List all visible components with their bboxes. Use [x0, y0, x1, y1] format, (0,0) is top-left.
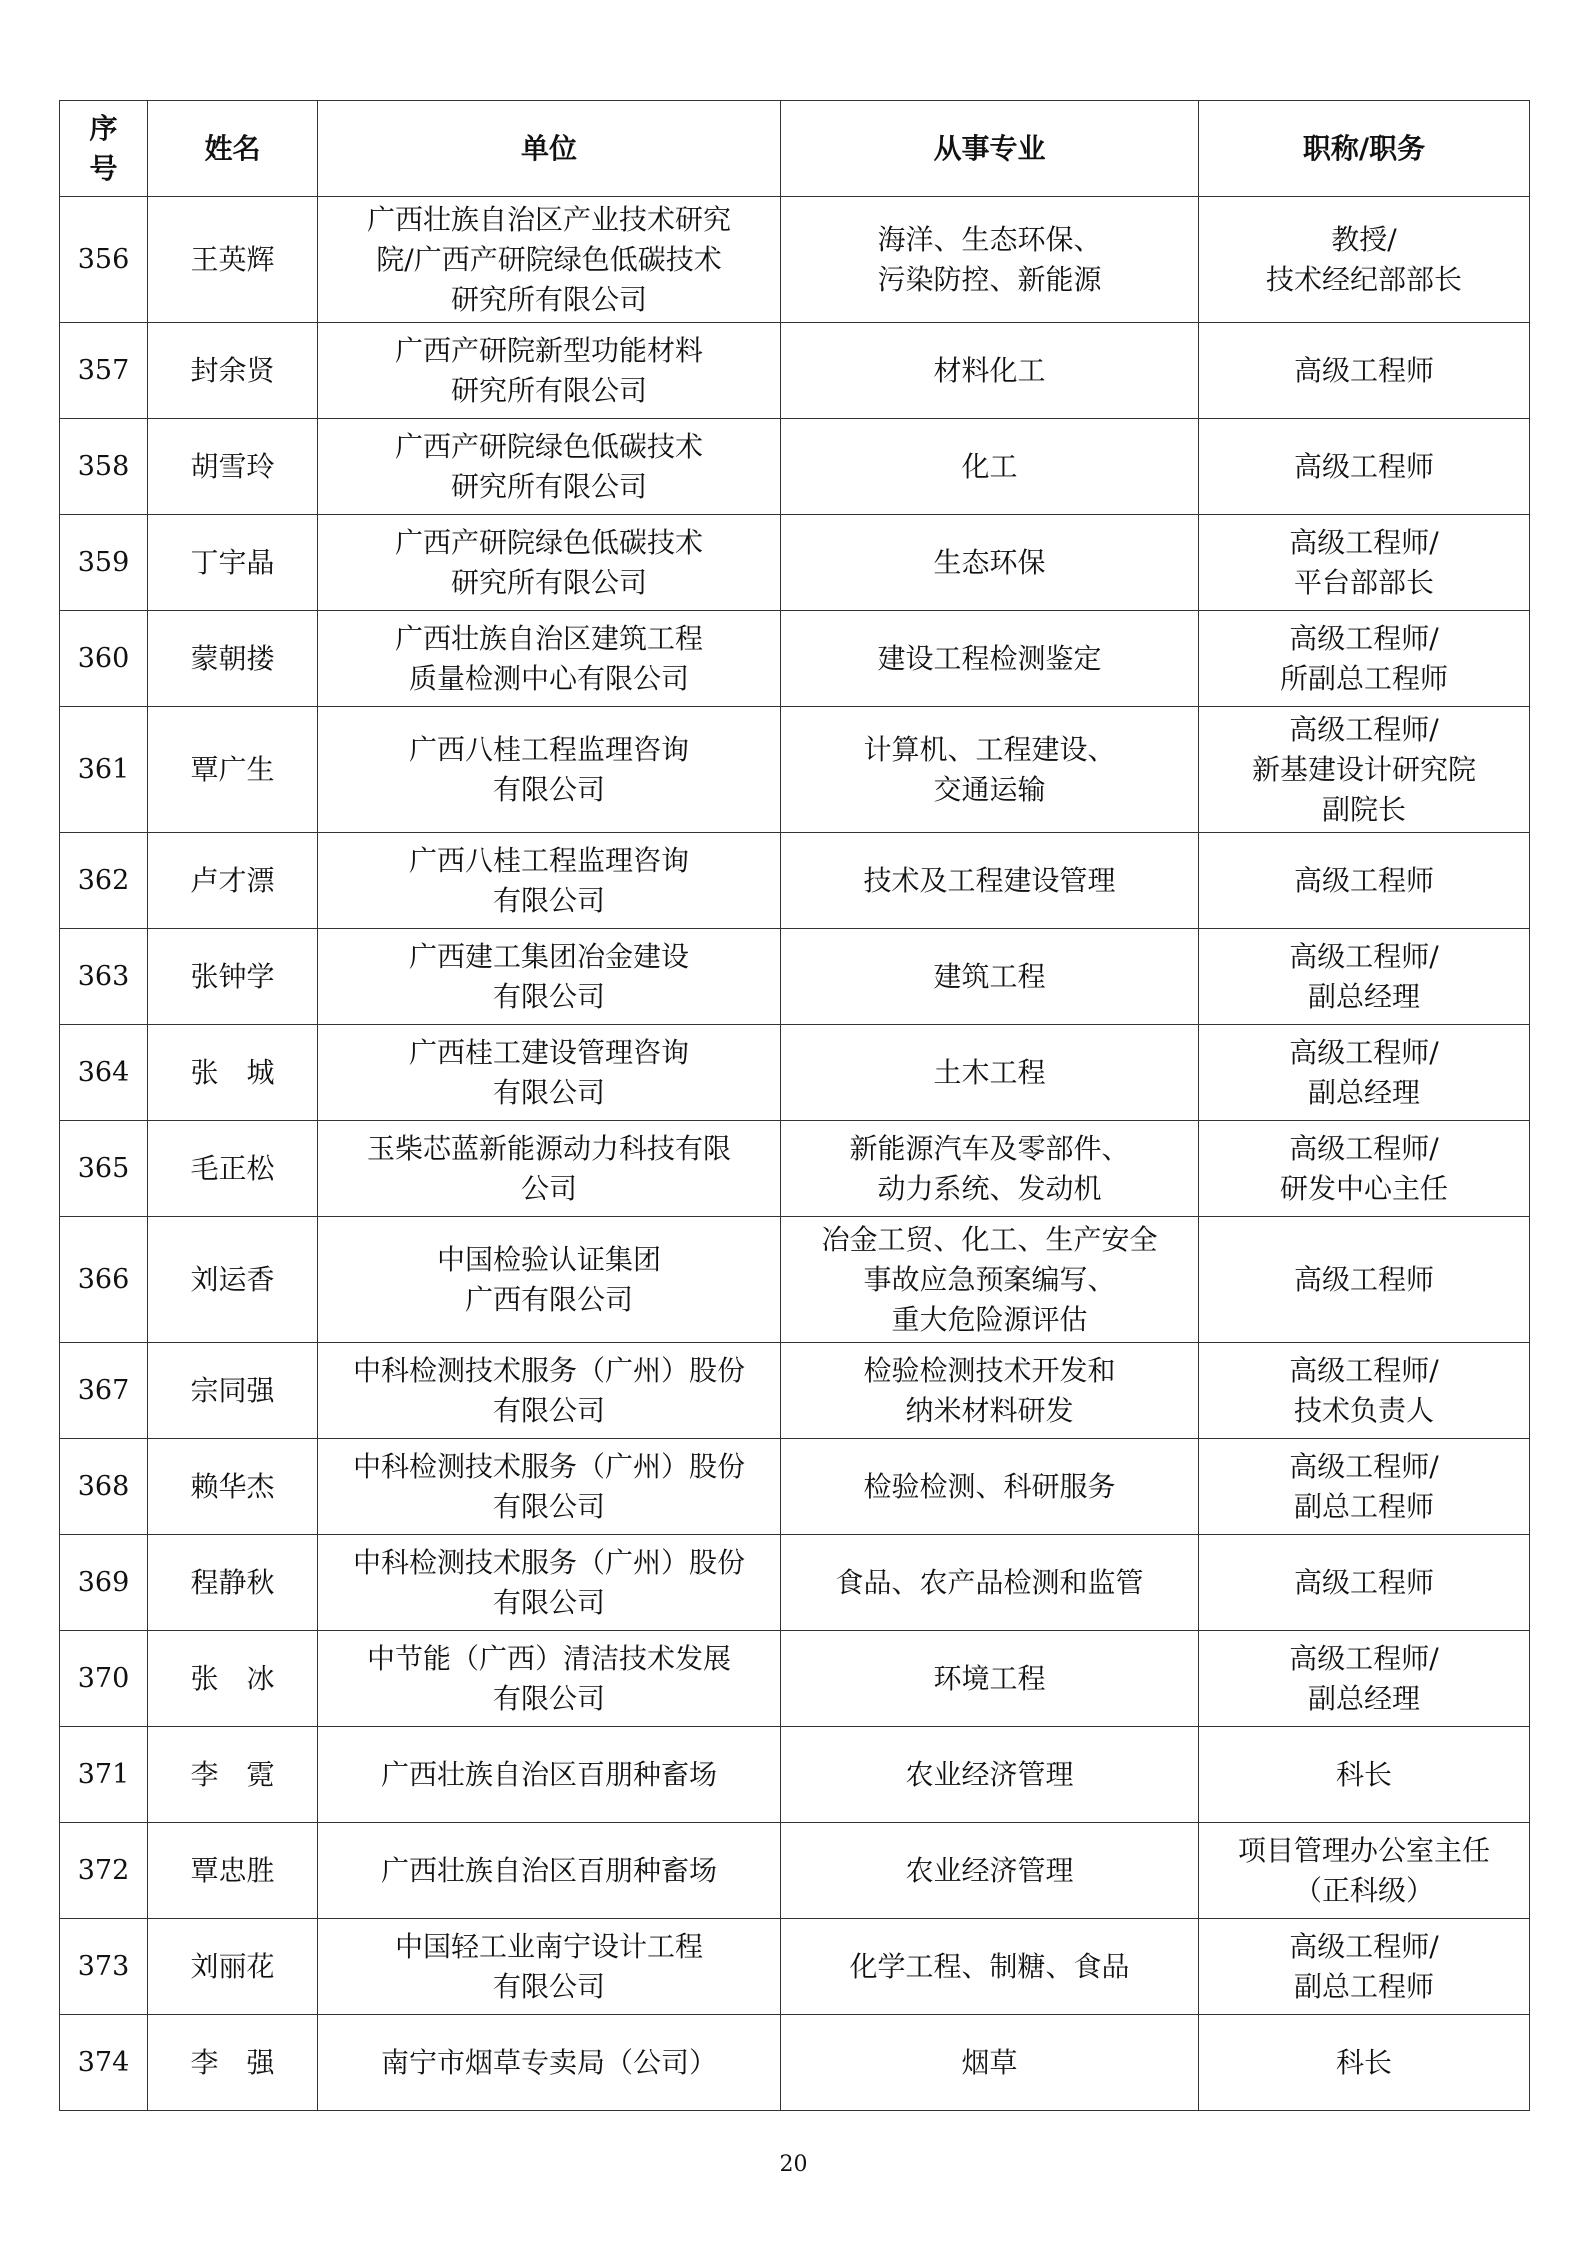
cell-title-line: 教授/	[1331, 222, 1397, 256]
cell-seq: 360	[60, 611, 148, 707]
cell-major-line: 重大危险源评估	[891, 1302, 1088, 1336]
cell-seq: 361	[60, 707, 148, 833]
cell-unit-line: 广西壮族自治区产业技术研究	[366, 202, 731, 236]
cell-major-line: 交通运输	[933, 772, 1046, 806]
cell-title-line: 副院长	[1321, 792, 1406, 826]
table-row	[60, 1217, 1530, 1343]
cell-unit	[318, 1823, 781, 1919]
cell-major	[781, 833, 1199, 929]
cell-title	[1199, 1343, 1530, 1439]
cell-title-line: 高级工程师/	[1289, 525, 1439, 559]
cell-unit	[318, 1343, 781, 1439]
cell-unit-line: 有限公司	[492, 1489, 605, 1523]
cell-major	[781, 1217, 1199, 1343]
cell-major	[781, 707, 1199, 833]
cell-name: 赖华杰	[148, 1439, 318, 1535]
cell-major-line: 冶金工贸、化工、生产安全	[821, 1222, 1158, 1256]
table-row	[60, 1919, 1530, 2015]
cell-seq: 369	[60, 1535, 148, 1631]
cell-title-line: 高级工程师/	[1289, 1035, 1439, 1069]
cell-title-line: 副总经理	[1307, 1075, 1420, 1109]
cell-unit-line: 中科检测技术服务（广州）股份	[352, 1449, 745, 1483]
cell-seq: 357	[60, 323, 148, 419]
cell-title-line: 副总经理	[1307, 979, 1420, 1013]
cell-title	[1199, 1439, 1530, 1535]
cell-seq: 362	[60, 833, 148, 929]
table-row	[60, 323, 1530, 419]
cell-major-line: 烟草	[961, 2045, 1018, 2079]
cell-major-line: 检验检测技术开发和	[863, 1353, 1116, 1387]
cell-major-line: 农业经济管理	[905, 1853, 1074, 1887]
cell-unit-line: 广西产研院绿色低碳技术	[394, 429, 703, 463]
cell-name: 刘运香	[148, 1217, 318, 1343]
cell-unit	[318, 1919, 781, 2015]
cell-major	[781, 929, 1199, 1025]
cell-unit-line: 广西产研院新型功能材料	[394, 333, 703, 367]
cell-title	[1199, 2015, 1530, 2111]
cell-unit-line: 质量检测中心有限公司	[408, 661, 689, 695]
cell-major-line: 事故应急预案编写、	[863, 1262, 1116, 1296]
cell-major-line: 生态环保	[933, 545, 1046, 579]
cell-unit-line: 南宁市烟草专卖局（公司）	[380, 2045, 717, 2079]
cell-major-line: 农业经济管理	[905, 1757, 1074, 1791]
cell-title	[1199, 1823, 1530, 1919]
cell-seq: 356	[60, 197, 148, 323]
cell-unit-line: 有限公司	[492, 772, 605, 806]
cell-unit-line: 中科检测技术服务（广州）股份	[352, 1353, 745, 1387]
cell-seq: 372	[60, 1823, 148, 1919]
cell-title-line: 高级工程师/	[1289, 712, 1439, 746]
cell-seq: 373	[60, 1919, 148, 2015]
cell-seq: 366	[60, 1217, 148, 1343]
cell-title-line: 高级工程师/	[1289, 1449, 1439, 1483]
cell-name: 李 霓	[148, 1727, 318, 1823]
cell-title-line: 技术负责人	[1293, 1393, 1434, 1427]
cell-title	[1199, 419, 1530, 515]
cell-unit	[318, 1439, 781, 1535]
cell-title-line: 高级工程师/	[1289, 1131, 1439, 1165]
cell-unit-line: 研究所有限公司	[450, 373, 647, 407]
cell-unit-line: 广西建工集团冶金建设	[408, 939, 689, 973]
table-row	[60, 1439, 1530, 1535]
cell-major	[781, 1823, 1199, 1919]
cell-unit-line: 公司	[520, 1171, 577, 1205]
table-row	[60, 707, 1530, 833]
cell-title	[1199, 833, 1530, 929]
cell-major	[781, 1919, 1199, 2015]
cell-title-line: 高级工程师	[1293, 353, 1434, 387]
cell-major-line: 新能源汽车及零部件、	[849, 1131, 1130, 1165]
cell-unit-line: 广西八桂工程监理咨询	[408, 843, 689, 877]
cell-unit-line: 中国检验认证集团	[436, 1242, 661, 1276]
cell-unit	[318, 1025, 781, 1121]
cell-title	[1199, 1121, 1530, 1217]
cell-title	[1199, 515, 1530, 611]
cell-title	[1199, 197, 1530, 323]
cell-title-line: 所副总工程师	[1279, 661, 1448, 695]
table-row	[60, 1631, 1530, 1727]
cell-title	[1199, 1919, 1530, 2015]
cell-title	[1199, 611, 1530, 707]
cell-title-line: （正科级）	[1293, 1873, 1434, 1907]
table-row	[60, 611, 1530, 707]
table-row	[60, 419, 1530, 515]
cell-seq: 370	[60, 1631, 148, 1727]
cell-major	[781, 1439, 1199, 1535]
cell-name: 毛正松	[148, 1121, 318, 1217]
cell-title	[1199, 323, 1530, 419]
cell-name: 覃忠胜	[148, 1823, 318, 1919]
cell-unit-line: 中科检测技术服务（广州）股份	[352, 1545, 745, 1579]
cell-name: 胡雪玲	[148, 419, 318, 515]
header-title: 职称/职务	[1199, 101, 1530, 197]
cell-seq: 365	[60, 1121, 148, 1217]
cell-title	[1199, 1727, 1530, 1823]
cell-seq: 363	[60, 929, 148, 1025]
cell-name: 封余贤	[148, 323, 318, 419]
cell-unit-line: 有限公司	[492, 883, 605, 917]
table-body	[60, 197, 1530, 2111]
cell-seq: 367	[60, 1343, 148, 1439]
cell-unit	[318, 1631, 781, 1727]
cell-major	[781, 2015, 1199, 2111]
cell-seq: 368	[60, 1439, 148, 1535]
cell-title-line: 高级工程师/	[1289, 939, 1439, 973]
cell-unit	[318, 197, 781, 323]
cell-major	[781, 1631, 1199, 1727]
cell-unit-line: 广西有限公司	[464, 1282, 633, 1316]
table-header-row	[60, 101, 1530, 197]
cell-unit-line: 有限公司	[492, 1393, 605, 1427]
cell-name: 丁宇晶	[148, 515, 318, 611]
cell-major-line: 计算机、工程建设、	[863, 732, 1116, 766]
cell-title-line: 高级工程师/	[1289, 1353, 1439, 1387]
cell-unit-line: 院/广西产研院绿色低碳技术	[376, 242, 722, 276]
cell-unit	[318, 833, 781, 929]
cell-title	[1199, 1217, 1530, 1343]
cell-major-line: 纳米材料研发	[905, 1393, 1074, 1427]
cell-major	[781, 323, 1199, 419]
cell-major-line: 材料化工	[933, 353, 1046, 387]
cell-unit	[318, 323, 781, 419]
cell-seq: 374	[60, 2015, 148, 2111]
cell-unit	[318, 1535, 781, 1631]
cell-major-line: 化学工程、制糖、食品	[849, 1949, 1130, 1983]
cell-unit-line: 有限公司	[492, 979, 605, 1013]
cell-major-line: 化工	[961, 449, 1018, 483]
table-row	[60, 833, 1530, 929]
cell-major-line: 海洋、生态环保、	[877, 222, 1102, 256]
cell-unit	[318, 707, 781, 833]
cell-unit-line: 有限公司	[492, 1681, 605, 1715]
table-row	[60, 515, 1530, 611]
cell-major	[781, 1727, 1199, 1823]
cell-major-line: 技术及工程建设管理	[863, 863, 1116, 897]
cell-unit-line: 有限公司	[492, 1969, 605, 2003]
cell-major	[781, 1121, 1199, 1217]
cell-unit-line: 研究所有限公司	[450, 469, 647, 503]
cell-name: 李 强	[148, 2015, 318, 2111]
table-row	[60, 197, 1530, 323]
cell-title	[1199, 1025, 1530, 1121]
cell-unit-line: 广西桂工建设管理咨询	[408, 1035, 689, 1069]
table-row	[60, 929, 1530, 1025]
page-number: 20	[779, 2152, 808, 2177]
table-row	[60, 1823, 1530, 1919]
cell-title-line: 高级工程师	[1293, 863, 1434, 897]
cell-major	[781, 419, 1199, 515]
cell-title-line: 高级工程师	[1293, 1565, 1434, 1599]
cell-major-line: 建设工程检测鉴定	[877, 641, 1102, 675]
cell-seq: 359	[60, 515, 148, 611]
cell-unit	[318, 1121, 781, 1217]
table-row	[60, 2015, 1530, 2111]
cell-major-line: 食品、农产品检测和监管	[835, 1565, 1144, 1599]
cell-title-line: 副总工程师	[1293, 1489, 1434, 1523]
cell-title-line: 副总经理	[1307, 1681, 1420, 1715]
cell-title-line: 科长	[1335, 1757, 1392, 1791]
cell-name: 程静秋	[148, 1535, 318, 1631]
cell-unit-line: 广西壮族自治区建筑工程	[394, 621, 703, 655]
cell-unit-line: 有限公司	[492, 1585, 605, 1619]
cell-major-line: 污染防控、新能源	[877, 262, 1102, 296]
cell-unit	[318, 929, 781, 1025]
cell-major-line: 动力系统、发动机	[877, 1171, 1102, 1205]
cell-name: 卢才漂	[148, 833, 318, 929]
cell-name: 王英辉	[148, 197, 318, 323]
cell-name: 蒙朝搂	[148, 611, 318, 707]
cell-unit-line: 广西壮族自治区百朋种畜场	[380, 1757, 717, 1791]
cell-major	[781, 611, 1199, 707]
cell-major	[781, 1343, 1199, 1439]
cell-major	[781, 515, 1199, 611]
cell-major-line: 建筑工程	[933, 959, 1046, 993]
cell-title-line: 研发中心主任	[1279, 1171, 1448, 1205]
cell-unit	[318, 515, 781, 611]
header-unit: 单位	[318, 101, 781, 197]
cell-unit-line: 广西产研院绿色低碳技术	[394, 525, 703, 559]
cell-title	[1199, 929, 1530, 1025]
header-seq: 序 号	[60, 101, 148, 197]
cell-unit	[318, 611, 781, 707]
cell-title-line: 技术经纪部部长	[1265, 262, 1462, 296]
table-row	[60, 1535, 1530, 1631]
cell-unit-line: 研究所有限公司	[450, 282, 647, 316]
header-name: 姓名	[148, 101, 318, 197]
cell-title-line: 副总工程师	[1293, 1969, 1434, 2003]
cell-unit-line: 中国轻工业南宁设计工程	[394, 1929, 703, 1963]
cell-major-line: 检验检测、科研服务	[863, 1469, 1116, 1503]
header-major: 从事专业	[781, 101, 1199, 197]
table-row	[60, 1121, 1530, 1217]
cell-title-line: 高级工程师/	[1289, 1641, 1439, 1675]
cell-name: 覃广生	[148, 707, 318, 833]
cell-unit	[318, 419, 781, 515]
cell-unit	[318, 1727, 781, 1823]
cell-unit-line: 有限公司	[492, 1075, 605, 1109]
personnel-table	[59, 100, 1530, 2111]
cell-seq: 371	[60, 1727, 148, 1823]
cell-name: 张钟学	[148, 929, 318, 1025]
cell-title	[1199, 1535, 1530, 1631]
cell-unit-line: 研究所有限公司	[450, 565, 647, 599]
cell-major	[781, 197, 1199, 323]
cell-title-line: 平台部部长	[1293, 565, 1434, 599]
cell-major-line: 土木工程	[933, 1055, 1046, 1089]
cell-title-line: 高级工程师/	[1289, 1929, 1439, 1963]
cell-unit-line: 中节能（广西）清洁技术发展	[366, 1641, 731, 1675]
cell-title-line: 高级工程师/	[1289, 621, 1439, 655]
cell-name: 张 冰	[148, 1631, 318, 1727]
cell-title-line: 项目管理办公室主任	[1237, 1833, 1490, 1867]
cell-unit-line: 玉柴芯蓝新能源动力科技有限	[366, 1131, 731, 1165]
cell-major-line: 环境工程	[933, 1661, 1046, 1695]
cell-seq: 364	[60, 1025, 148, 1121]
cell-title-line: 科长	[1335, 2045, 1392, 2079]
cell-title-line: 新基建设计研究院	[1251, 752, 1476, 786]
cell-title	[1199, 1631, 1530, 1727]
cell-unit-line: 广西壮族自治区百朋种畜场	[380, 1853, 717, 1887]
table-row	[60, 1343, 1530, 1439]
table-row	[60, 1025, 1530, 1121]
cell-title-line: 高级工程师	[1293, 1262, 1434, 1296]
cell-name: 刘丽花	[148, 1919, 318, 2015]
cell-title-line: 高级工程师	[1293, 449, 1434, 483]
cell-major	[781, 1535, 1199, 1631]
cell-name: 宗同强	[148, 1343, 318, 1439]
cell-unit	[318, 1217, 781, 1343]
cell-unit	[318, 2015, 781, 2111]
cell-seq: 358	[60, 419, 148, 515]
cell-name: 张 城	[148, 1025, 318, 1121]
cell-title	[1199, 707, 1530, 833]
cell-major	[781, 1025, 1199, 1121]
cell-unit-line: 广西八桂工程监理咨询	[408, 732, 689, 766]
table-row	[60, 1727, 1530, 1823]
